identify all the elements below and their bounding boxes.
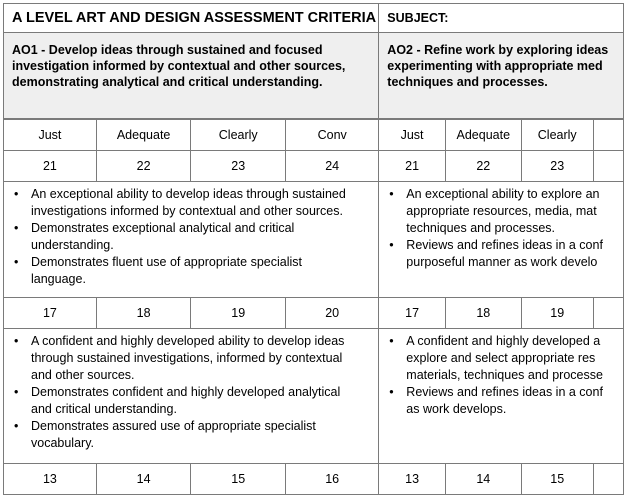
- mark-cell: 13: [379, 464, 446, 495]
- mark-cell: 24: [286, 151, 379, 182]
- bullet-item: [10, 186, 372, 220]
- bullet-item: [385, 384, 617, 418]
- bullet-item: [10, 384, 372, 418]
- mark-cell-empty: [593, 151, 623, 182]
- bullet-line: appropriate resources, media, mat: [406, 204, 597, 218]
- level-label-row: [4, 120, 624, 151]
- bullet-line: explore and select appropriate res: [406, 351, 596, 365]
- mark-cell: 23: [191, 151, 286, 182]
- ao2-line-3: techniques and processes.: [387, 75, 548, 89]
- bullet-item: [10, 220, 372, 254]
- bullet-line: • Demonstrates confident and highly developed analytical: [31, 385, 341, 399]
- assessment-grid: [3, 3, 624, 495]
- bullet-line: through sustained investigations, informed by contextual: [31, 351, 343, 365]
- ao1-line-3: demonstrating analytical and critical understanding.: [12, 75, 323, 89]
- ao2-line-1: AO2 - Refine work by exploring ideas: [387, 43, 609, 57]
- bullet-line: techniques and processes.: [406, 221, 556, 235]
- bullet-list: [10, 186, 372, 288]
- mark-cell: 17: [379, 298, 446, 329]
- descriptor-row: [4, 182, 624, 298]
- bullet-line: • Reviews and refines ideas in a conf: [406, 238, 603, 252]
- ao2-line-2: experimenting with appropriate med: [387, 59, 603, 73]
- bullet-item: [10, 254, 372, 288]
- bullet-line: and other sources.: [31, 368, 135, 382]
- level-label: Adequate: [96, 120, 191, 151]
- level-label: Clearly: [521, 120, 593, 151]
- ao1-line-1: AO1 - Develop ideas through sustained and focused: [12, 43, 323, 57]
- mark-cell: 14: [96, 464, 191, 495]
- level-label: Just: [4, 120, 97, 151]
- ao1-heading: [4, 33, 379, 119]
- mark-cell: 18: [445, 298, 521, 329]
- bullet-line: • Demonstrates exceptional analytical and critical: [31, 221, 295, 235]
- mark-row: [4, 464, 624, 495]
- bullet-item: [10, 418, 372, 452]
- mark-cell: 16: [286, 464, 379, 495]
- bullet-line: • Reviews and refines ideas in a conf: [406, 385, 603, 399]
- bullet-line: understanding.: [31, 238, 114, 252]
- level-label: Conv: [286, 120, 379, 151]
- bullet-item: [10, 333, 372, 384]
- ao1-line-2: investigation informed by contextual and other sources,: [12, 59, 346, 73]
- descriptor-row: [4, 329, 624, 464]
- bullet-line: • Demonstrates assured use of appropriate specialist: [31, 419, 316, 433]
- ao2-heading: [379, 33, 624, 119]
- mark-cell: 22: [96, 151, 191, 182]
- ao2-band1-descriptors: [379, 182, 624, 298]
- mark-cell: 19: [521, 298, 593, 329]
- header-row: [4, 4, 624, 33]
- bullet-line: language.: [31, 272, 86, 286]
- subject-label: SUBJECT:: [379, 4, 624, 33]
- level-label: Just: [379, 120, 446, 151]
- bullet-line: purposeful manner as work develo: [406, 255, 598, 269]
- ao1-band1-descriptors: [4, 182, 379, 298]
- bullet-line: vocabulary.: [31, 436, 94, 450]
- mark-row: [4, 298, 624, 329]
- mark-cell: 23: [521, 151, 593, 182]
- mark-cell: 18: [96, 298, 191, 329]
- bullet-line: • An exceptional ability to develop ideas through sustained: [31, 187, 346, 201]
- objective-row: [4, 33, 624, 119]
- bullet-line: • A confident and highly developed a: [406, 334, 601, 348]
- level-label: Adequate: [445, 120, 521, 151]
- mark-cell: 15: [191, 464, 286, 495]
- mark-cell: 14: [445, 464, 521, 495]
- mark-row: [4, 151, 624, 182]
- mark-cell-empty: [593, 298, 623, 329]
- ao2-band2-descriptors: [379, 329, 624, 464]
- level-label-empty: [593, 120, 623, 151]
- bullet-line: materials, techniques and processe: [406, 368, 603, 382]
- page-title: A LEVEL ART AND DESIGN ASSESSMENT CRITERIA: [4, 4, 379, 33]
- bullet-line: and critical understanding.: [31, 402, 177, 416]
- mark-cell: 22: [445, 151, 521, 182]
- bullet-list: [10, 333, 372, 452]
- mark-cell: 15: [521, 464, 593, 495]
- bullet-item: [385, 237, 617, 271]
- mark-cell: 19: [191, 298, 286, 329]
- bullet-item: [385, 186, 617, 237]
- bullet-list: [385, 186, 617, 271]
- mark-cell-empty: [593, 464, 623, 495]
- mark-cell: 21: [4, 151, 97, 182]
- mark-cell: 17: [4, 298, 97, 329]
- bullet-line: • An exceptional ability to explore an: [406, 187, 600, 201]
- bullet-item: [385, 333, 617, 384]
- level-label: Clearly: [191, 120, 286, 151]
- mark-cell: 20: [286, 298, 379, 329]
- mark-cell: 21: [379, 151, 446, 182]
- bullet-line: • Demonstrates fluent use of appropriate specialist: [31, 255, 302, 269]
- ao1-band2-descriptors: [4, 329, 379, 464]
- bullet-list: [385, 333, 617, 418]
- bullet-line: • A confident and highly developed ability to develop ideas: [31, 334, 345, 348]
- mark-cell: 13: [4, 464, 97, 495]
- bullet-line: investigations informed by contextual and other sources.: [31, 204, 343, 218]
- bullet-line: as work develops.: [406, 402, 507, 416]
